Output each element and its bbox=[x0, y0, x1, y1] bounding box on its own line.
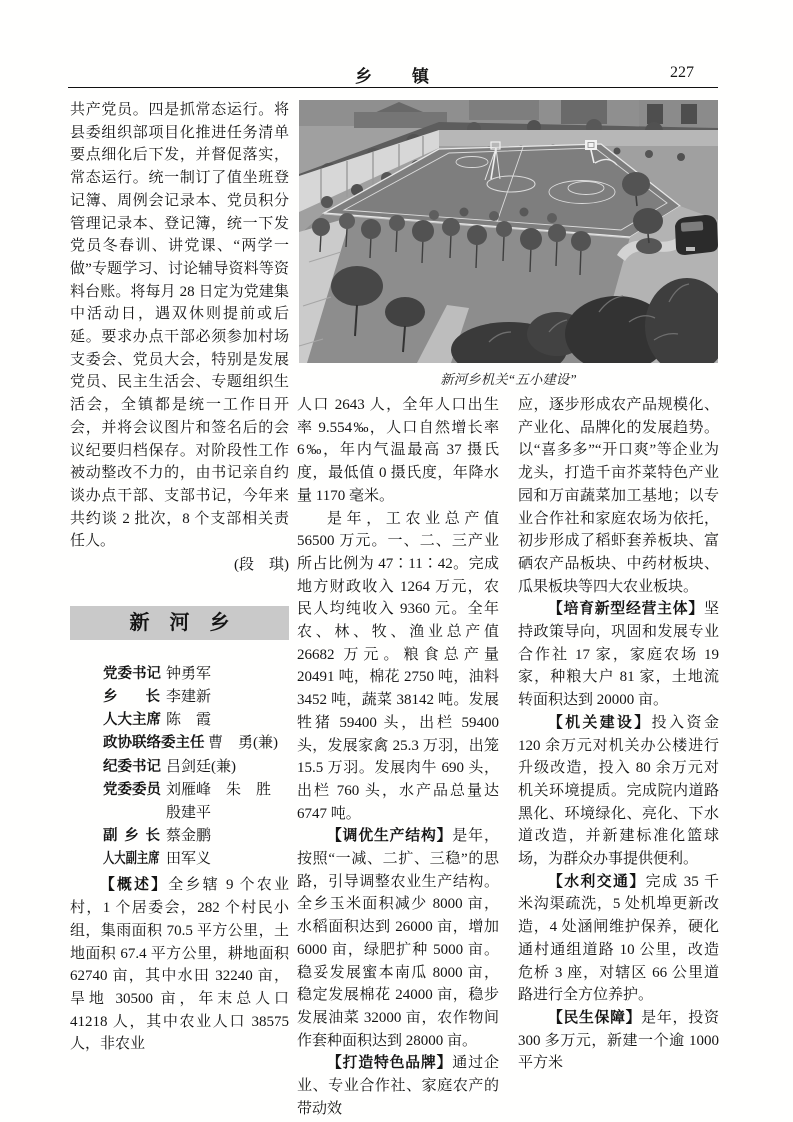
roster-name: 李建新 bbox=[166, 688, 212, 705]
roster-label: 党委书记 bbox=[103, 665, 161, 682]
roster-name: 蔡金鹏 bbox=[166, 828, 212, 845]
paragraph-water-transport bbox=[518, 871, 719, 1007]
entry-text: 完成 35 千米沟渠疏洗，5 处机埠更新改造，4 处涵闸维护保养，硬化通村通组道路 10 公里，改造危桥 3 座，对辖区 66 公里道路进行全方位养护。 bbox=[518, 873, 719, 1004]
roster-row bbox=[103, 779, 289, 802]
roster-name: 曹 勇(兼) bbox=[208, 735, 278, 752]
roster-name: 殷建平 bbox=[166, 804, 212, 821]
roster-row bbox=[103, 825, 289, 848]
roster-name: 陈 霞 bbox=[166, 712, 212, 729]
roster-row bbox=[103, 802, 289, 825]
page-number: 227 bbox=[670, 64, 694, 81]
roster-label: 乡长 bbox=[103, 688, 160, 705]
author-signature: (段 琪) bbox=[234, 557, 289, 574]
paragraph bbox=[297, 508, 499, 826]
roster-row bbox=[103, 732, 289, 755]
roster-row bbox=[103, 756, 289, 779]
photo-basketball-court bbox=[299, 100, 718, 363]
entry-heading: 【概述】 bbox=[100, 877, 169, 894]
section-title-xinhexiang: 新 河 乡 bbox=[70, 606, 289, 640]
roster-label bbox=[103, 848, 160, 871]
entry-text: 应，逐步形成农产品规模化、产业化、品牌化的发展趋势。以“喜多多”“开口爽”等企业为龙头，打造千亩芥菜特色产业园和万亩蔬菜加工基地；以专业合作社和家庭农场为依托，初步形成了稻虾套养板块、富硒农产品板块、中药材板块、瓜果板块等四大农业板块。 bbox=[518, 397, 719, 595]
entry-text: 是年，按照“一减、二扩、三稳”的思路，引导调整农业生产结构。全乡玉米面积减少 8000 亩，水稻面积达到 26000 亩，增加 6000 亩，绿肥扩种 5000 亩。稳妥发展蜜本南瓜 8000 亩，稳定发展棉花 24000 亩，稳步发展油菜 32000 亩，农作物间作套种面积达到 28000 亩。 bbox=[297, 828, 499, 1049]
roster-row bbox=[103, 848, 289, 871]
column-middle bbox=[297, 394, 499, 1121]
photo-caption: 新河乡机关“五小建设” bbox=[440, 372, 577, 387]
entry-text: 投入资金 120 余万元对机关办公楼进行升级改造，投入 80 余万元对机关环境提质。完成院内道路黑化、环境绿化、亮化、下水道改造，并新建标准化篮球场，为群众办事提供便利。 bbox=[518, 714, 719, 868]
entry-heading: 【培育新型经营主体】 bbox=[548, 601, 704, 618]
roster-label: 副乡长 bbox=[103, 828, 160, 845]
entry-text: 全乡辖 9 个农业村，1 个居委会，282 个村民小组，集雨面积 70.5 平方公里，土地面积 67.4 平方公里，耕地面积 62740 亩，其中水田 32240 亩，旱地 30500 亩，年末总人口 41218 人，其中农业人口 38575 人，非农业 bbox=[70, 877, 289, 1053]
leadership-roster bbox=[70, 663, 289, 872]
entry-text: 坚持政策导向，巩固和发展专业合作社 17 家，家庭农场 19 家，种粮大户 81 家，土地流转面积达到 20000 亩。 bbox=[518, 601, 719, 709]
column-right bbox=[518, 394, 719, 1075]
entry-text: 人口 2643 人，全年人口出生率 9.554‰，人口自然增长率 6‰，年内气温最高 37 摄氏度，最低值 0 摄氏度，年降水量 1170 毫米。 bbox=[297, 397, 499, 504]
entry-heading: 【打造特色品牌】 bbox=[327, 1055, 453, 1072]
entry-text: 是年，工农业总产值 56500 万元。一、二、三产业所占比例为 47∶11∶42。完成地方财政收入 1264 万元，农民人均纯收入 9360 元。全年农、林、牧、渔业总产值 26682 万元。粮食总产量 20491 吨，棉花 2750 吨，油料 3452 吨，蔬菜 38142 吨。发展牲猪 59400 头，出栏 59400 头，发展家禽 25.3 万羽，出笼 15.5 万羽。发展肉牛 690 头，出栏 760 头，水产品总量达 6747 吨。 bbox=[297, 510, 499, 822]
roster-row bbox=[103, 686, 289, 709]
roster-name: 吕剑廷(兼) bbox=[166, 758, 236, 775]
entry-heading: 【民生保障】 bbox=[548, 1009, 642, 1026]
roster-label: 党委委员 bbox=[103, 781, 161, 798]
roster-row bbox=[103, 709, 289, 732]
paragraph-brand-building bbox=[297, 1052, 499, 1120]
paragraph-continuation: 共产党员。四是抓常态运行。将县委组织部项目化推进任务清单要点细化后下发，并督促落实，常态运行。统一制订了值坐班登记簿、周例会记录本、党员积分管理记录本、登记簿，统一下发党员冬春训、讲党课、“两学一做”专题学习、讨论辅导资料等资料台账。将每月 28 日定为党建集中活动日，遇双休则提前或后延。要求办点干部必须参加村场支委会、党员大会，特别是发展党员、民主生活会、专题组织生活会，全镇都是统一工作日开会，并将会议图片和签名后的会议纪要归档保存。对阶段性工作被动整改不力的，由书记亲自约谈办点干部、支部书记，今年来共约谈 2 批次，8 个支部相关责任人。 bbox=[70, 102, 289, 550]
paragraph-new-operators bbox=[518, 598, 719, 712]
roster-name: 刘雁峰 朱 胜 bbox=[166, 781, 272, 798]
paragraph-production-structure bbox=[297, 825, 499, 1052]
entry-text: 是年，投资 300 多万元，新建一个逾 1000 平方米 bbox=[518, 1009, 719, 1072]
photo-illustration bbox=[299, 100, 718, 363]
paragraph bbox=[297, 394, 499, 508]
column-left bbox=[70, 99, 289, 1056]
page-title: 乡 镇 bbox=[355, 67, 431, 86]
roster-label: 政协联络委主任 bbox=[103, 735, 205, 752]
roster-name: 田军义 bbox=[166, 851, 212, 868]
paragraph-office-construction bbox=[518, 712, 719, 871]
entry-heading: 【机关建设】 bbox=[548, 714, 652, 731]
roster-label-condensed: 人大副主席 bbox=[103, 851, 160, 868]
entry-text: 通过企业、专业合作社、家庭农产的带动效 bbox=[297, 1055, 499, 1117]
roster-label: 人大主席 bbox=[103, 712, 161, 729]
entry-heading: 【调优生产结构】 bbox=[327, 828, 453, 845]
paragraph bbox=[518, 394, 719, 598]
roster-label: 纪委书记 bbox=[103, 758, 161, 775]
paragraph-livelihood bbox=[518, 1007, 719, 1075]
roster-row bbox=[103, 663, 289, 686]
entry-heading: 【水利交通】 bbox=[548, 873, 646, 890]
header-rule bbox=[68, 87, 718, 88]
roster-name: 钟勇军 bbox=[166, 665, 212, 682]
paragraph-overview bbox=[70, 874, 289, 1056]
running-head bbox=[68, 62, 718, 88]
